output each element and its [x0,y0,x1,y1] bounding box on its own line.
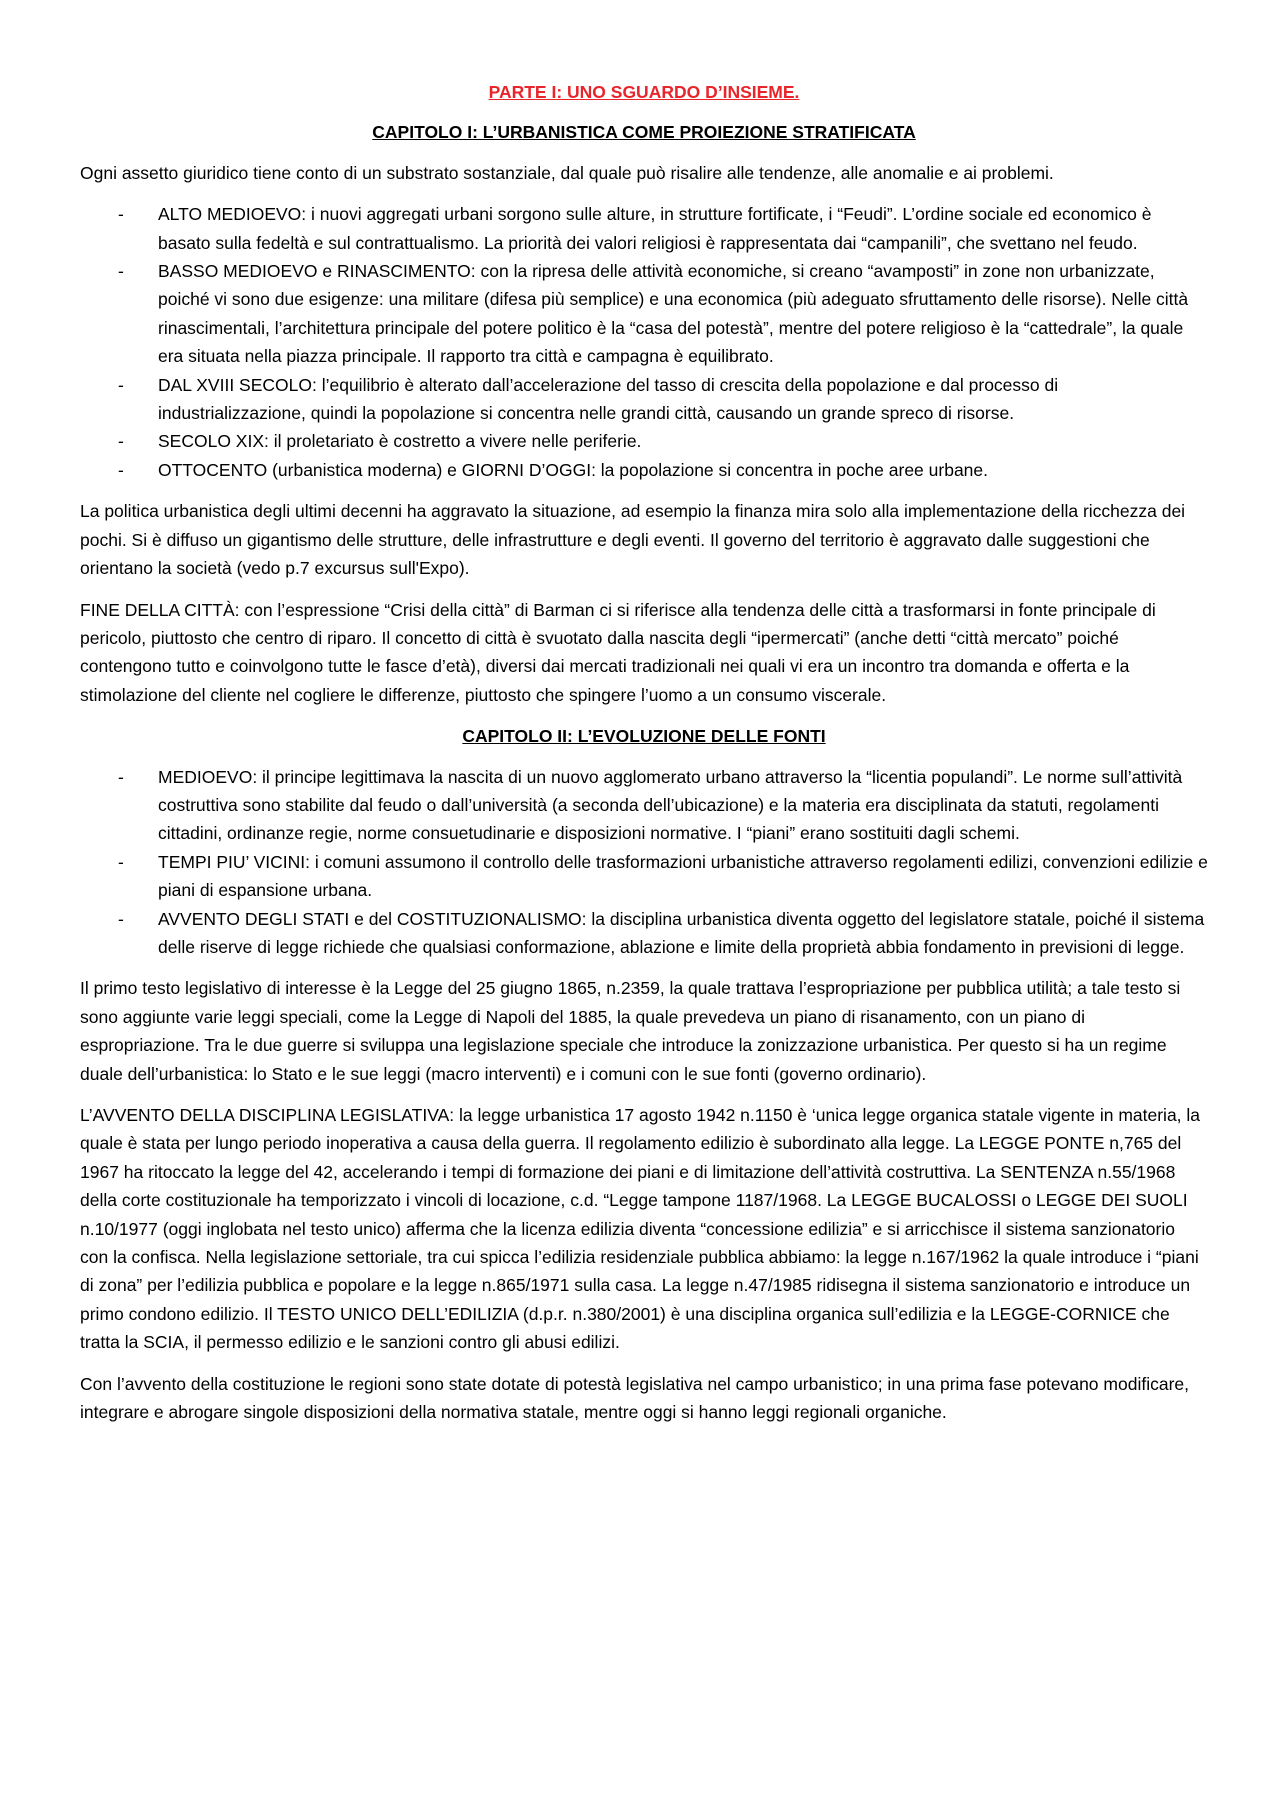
dash-bullet: - [118,374,124,395]
chapter-1-bullet-list [80,200,1208,484]
list-item [80,371,1208,428]
dash-bullet: - [118,766,124,787]
chapter-2-bullet-list [80,763,1208,962]
list-item [80,905,1208,962]
list-item-text: BASSO MEDIOEVO e RINASCIMENTO: con la ripresa delle attività economiche, si creano “avamposti” in zone non urbanizzate, poiché vi sono due esigenze: una militare (difesa più semplice) e una economica (più adeguato sfruttamento delle risorse). Nelle città rinascimentali, l’architettura principale del potere politico è la “casa del potestà”, mentre del potere religioso è la “cattedrale”, la quale era situata nella piazza principale. Il rapporto tra città e campagna è equilibrato. [158,261,1189,367]
paragraph-first-legislation: Il primo testo legislativo di interesse è la Legge del 25 giugno 1865, n.2359, la quale trattava l’espropriazione per pubblica utilità; a tale testo si sono aggiunte varie leggi speciali, come la Legge di Napoli del 1885, la quale prevedeva un piano di risanamento, con un piano di espropriazione. Tra le due guerre si sviluppa una legislazione speciale che introduce la zonizzazione urbanistica. Per questo si ha un regime duale dell’urbanistica: lo Stato e le sue leggi (macro interventi) e i comuni con le sue fonti (governo ordinario). [80,978,1181,1084]
list-item-text: AVVENTO DEGLI STATI e del COSTITUZIONALISMO: la disciplina urbanistica diventa oggetto del legislatore statale, poiché il sistema delle riserve di legge richiede che qualsiasi conformazione, ablazione e limite della proprietà abbia fondamento in previsioni di legge. [158,908,1205,957]
chapter-1-intro: Ogni assetto giuridico tiene conto di un substrato sostanziale, dal quale può risalire alle tendenze, alle anomalie e ai problemi. [80,162,1054,183]
paragraph-legislative-discipline: L’AVVENTO DELLA DISCIPLINA LEGISLATIVA: la legge urbanistica 17 agosto 1942 n.1150 è ‘unica legge organica statale vigente in materia, la quale è stata per lungo periodo inoperativa a causa della guerra. Il regolamento edilizio è subordinato alla legge. La LEGGE PONTE n,765 del 1967 ha ritoccato la legge del 42, accelerando i tempi di formazione dei piani e di limitazione dell’attività costruttiva. La SENTENZA n.55/1968 della corte costituzionale ha temporizzato i vincoli di locazione, c.d. “Legge tampone 1187/1968. La LEGGE BUCALOSSI o LEGGE DEI SUOLI n.10/1977 (oggi inglobata nel testo unico) afferma che la licenza edilizia diventa “concessione edilizia” e si arricchisce il sistema sanzionatorio con la confisca. Nella legislazione settoriale, tra cui spicca l’edilizia residenziale pubblica abbiamo: la legge n.167/1962 la quale introduce i “piani di zona” per l’edilizia pubblica e popolare e la legge n.865/1971 sulla casa. La legge n.47/1985 ridisegna il sistema sanzionatorio e introduce un primo condono edilizio. Il TESTO UNICO DELL’EDILIZIA (d.p.r. n.380/2001) è una disciplina organica sull’edilizia e la LEGGE-CORNICE che tratta la SCIA, il permesso edilizio e le sanzioni contro gli abusi edilizi. [80,1105,1201,1353]
list-item-text: DAL XVIII SECOLO: l’equilibrio è alterato dall’accelerazione del tasso di crescita della popolazione e dal processo di industrializzazione, quindi la popolazione si concentra nelle grandi città, causando un grande spreco di risorse. [158,374,1059,424]
paragraph-end-of-city: FINE DELLA CITTÀ: con l’espressione “Crisi della città” di Barman ci si riferisce alla tendenza delle città a trasformarsi in fonte principale di pericolo, piuttosto che centro di riparo. Il concetto di città è svuotato dalla nascita degli “ipermercati” (anche detti “città mercato” poiché contengono tutto e coinvolgono tutte le fasce d’età), diversi dai mercati tradizionali nei quali vi era un incontro tra domanda e offerta e la stimolazione del cliente nel cogliere le differenze, piuttosto che spingere l’uomo a un consumo viscerale. [80,599,1156,705]
list-item [80,427,1208,455]
chapter-2-title: CAPITOLO II: L’EVOLUZIONE DELLE FONTI [462,726,826,747]
list-item-text: OTTOCENTO (urbanistica moderna) e GIORNI D’OGGI: la popolazione si concentra in poche aree urbane. [158,459,989,480]
list-item [80,848,1208,905]
dash-bullet: - [118,261,124,282]
list-item-text: MEDIOEVO: il principe legittimava la nascita di un nuovo agglomerato urbano attraverso la “licentia populandi”. Le norme sull’attività costruttiva sono stabilite dal feudo o dall’università (a seconda dell’ubicazione) e la materia era disciplinata da statuti, regolamenti cittadini, ordinanze regie, norme consuetudinarie e disposizioni normative. I “piani” erano sostituiti dagli schemi. [158,766,1183,844]
dash-bullet: - [118,431,124,452]
dash-bullet: - [118,204,124,225]
list-item-text: TEMPI PIU’ VICINI: i comuni assumono il controllo delle trasformazioni urbanistiche attraverso regolamenti edilizi, convenzioni edilizie e piani di espansione urbana. [158,851,1208,901]
list-item [80,763,1208,848]
list-item [80,200,1208,257]
part-title: PARTE I: UNO SGUARDO D’INSIEME. [488,82,800,102]
paragraph-regions: Con l’avvento della costituzione le regioni sono state dotate di potestà legislativa nel campo urbanistico; in una prima fase potevano modificare, integrare e abrogare singole disposizioni della normativa statale, mentre oggi si hanno leggi regionali organiche. [80,1373,1189,1423]
list-item [80,456,1208,484]
dash-bullet: - [118,459,124,480]
chapter-1-title: CAPITOLO I: L’URBANISTICA COME PROIEZIONE STRATIFICATA [372,122,916,143]
dash-bullet: - [118,908,124,929]
dash-bullet: - [118,851,124,872]
list-item [80,257,1208,371]
list-item-text: ALTO MEDIOEVO: i nuovi aggregati urbani sorgono sulle alture, in strutture fortificate, i “Feudi”. L’ordine sociale ed economico è basato sulla fedeltà e sul contrattualismo. La priorità dei valori religiosi è rappresentata dai “campanili”, che svettano nel feudo. [158,204,1152,253]
list-item-text: SECOLO XIX: il proletariato è costretto a vivere nelle periferie. [158,431,642,452]
paragraph-urban-policy: La politica urbanistica degli ultimi decenni ha aggravato la situazione, ad esempio la finanza mira solo alla implementazione della ricchezza dei pochi. Si è diffuso un gigantismo delle strutture, delle infrastrutture e degli eventi. Il governo del territorio è aggravato dalle suggestioni che orientano la società (vedo p.7 excursus sull'Expo). [80,501,1186,579]
document-page [80,78,1208,1439]
